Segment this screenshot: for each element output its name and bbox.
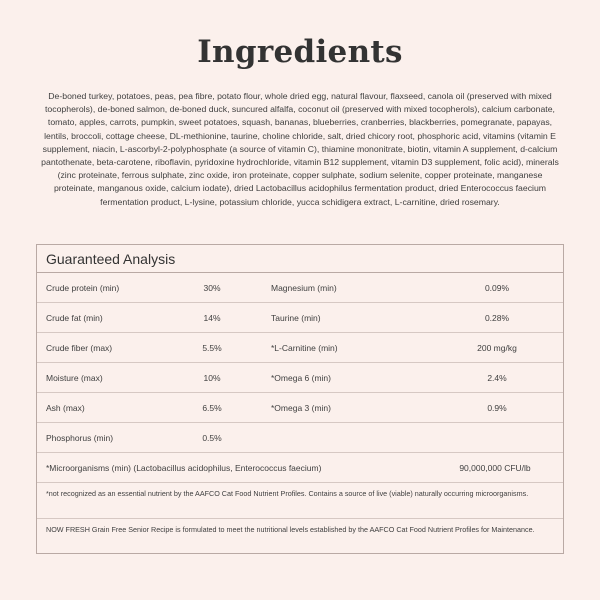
aafco-statement: NOW FRESH Grain Free Senior Recipe is formulated to meet the nutritional levels established by the AAFCO Cat Food Nutrient Profiles for Maintenance. (46, 525, 535, 534)
nutrient-label: *Omega 6 (min) (271, 373, 331, 383)
page-title: Ingredients (197, 34, 403, 70)
analysis-heading: Guaranteed Analysis (37, 245, 563, 273)
nutrient-value: 0.5% (202, 433, 222, 443)
nutrient-value: 30% (203, 283, 221, 293)
nutrient-label: Moisture (max) (46, 373, 103, 383)
nutrient-label: Ash (max) (46, 403, 85, 413)
nutrient-value: 5.5% (202, 343, 222, 353)
nutrient-label: Crude protein (min) (46, 283, 120, 293)
nutrient-label: Taurine (min) (271, 313, 321, 323)
ingredients-list: De-boned turkey, potatoes, peas, pea fibre, potato flour, whole dried egg, natural flavour, flaxseed, canola oil (preserved with mixed tocopherols), de-boned salmon, de-boned duck, suncured alfalfa, coconut oil (preserved with mixed tocopherols), calcium carbonate, tomato, apples, carrots, pumpkin, sweet potatoes, squash, bananas, blueberries, cranberries, blackberries, pomegranate, papayas, lentils, broccoli, cottage cheese, DL-methionine, taurine, choline chloride, salt, dried chicory root, phosphoric acid, vitamins (vitamin E supplement, niacin, L-ascorbyl-2-polyphosphate (a source of vitamin C), thiamine mononitrate, biotin, vitamin A supplement, d-calcium pantothenate, beta-carotene, riboflavin, pyridoxine hydrochloride, vitamin B12 supplement, vitamin D3 supplement, folic acid), minerals (zinc proteinate, ferrous sulphate, zinc oxide, iron proteinate, copper sulphate, sodium selenite, copper proteinate, manganese proteinate, manganous oxide, calcium iodate), dried Lactobacillus acidophilus fermentation product, dried Enterococcus faecium fermentation product, L-lysine, potassium chloride, yucca schidigera extract, L-carnitine, dried rosemary. (41, 91, 559, 207)
guaranteed-analysis-table (36, 244, 564, 554)
table-row-microorganisms (37, 453, 563, 483)
nutrient-label: Magnesium (min) (271, 283, 337, 293)
microorganisms-label: *Microorganisms (min) (Lactobacillus acidophilus, Enterococcus faecium) (46, 463, 322, 473)
table-row (37, 273, 563, 303)
table-row (37, 423, 563, 453)
table-row (37, 303, 563, 333)
nutrient-value: 14% (203, 313, 221, 323)
nutrient-value: 6.5% (202, 403, 222, 413)
table-row (37, 363, 563, 393)
aafco-footnote: *not recognized as an essential nutrient by the AAFCO Cat Food Nutrient Profiles. Contains a source of live (viable) naturally occurring microorganisms. (37, 483, 563, 519)
nutrient-label: *L-Carnitine (min) (271, 343, 338, 353)
nutrient-value: 200 mg/kg (477, 343, 517, 353)
nutrient-value: 2.4% (487, 373, 507, 383)
table-row (37, 333, 563, 363)
nutrient-value: 0.09% (484, 283, 510, 293)
nutrient-label: Crude fat (min) (46, 313, 103, 323)
nutrient-label: Phosphorus (min) (46, 433, 114, 443)
nutrient-value: 0.9% (487, 403, 507, 413)
nutrient-value: 10% (203, 373, 221, 383)
nutrient-value: 0.28% (484, 313, 510, 323)
microorganisms-value: 90,000,000 CFU/lb (459, 463, 531, 473)
nutrient-label: Crude fiber (max) (46, 343, 113, 353)
table-row (37, 393, 563, 423)
nutrient-label: *Omega 3 (min) (271, 403, 331, 413)
